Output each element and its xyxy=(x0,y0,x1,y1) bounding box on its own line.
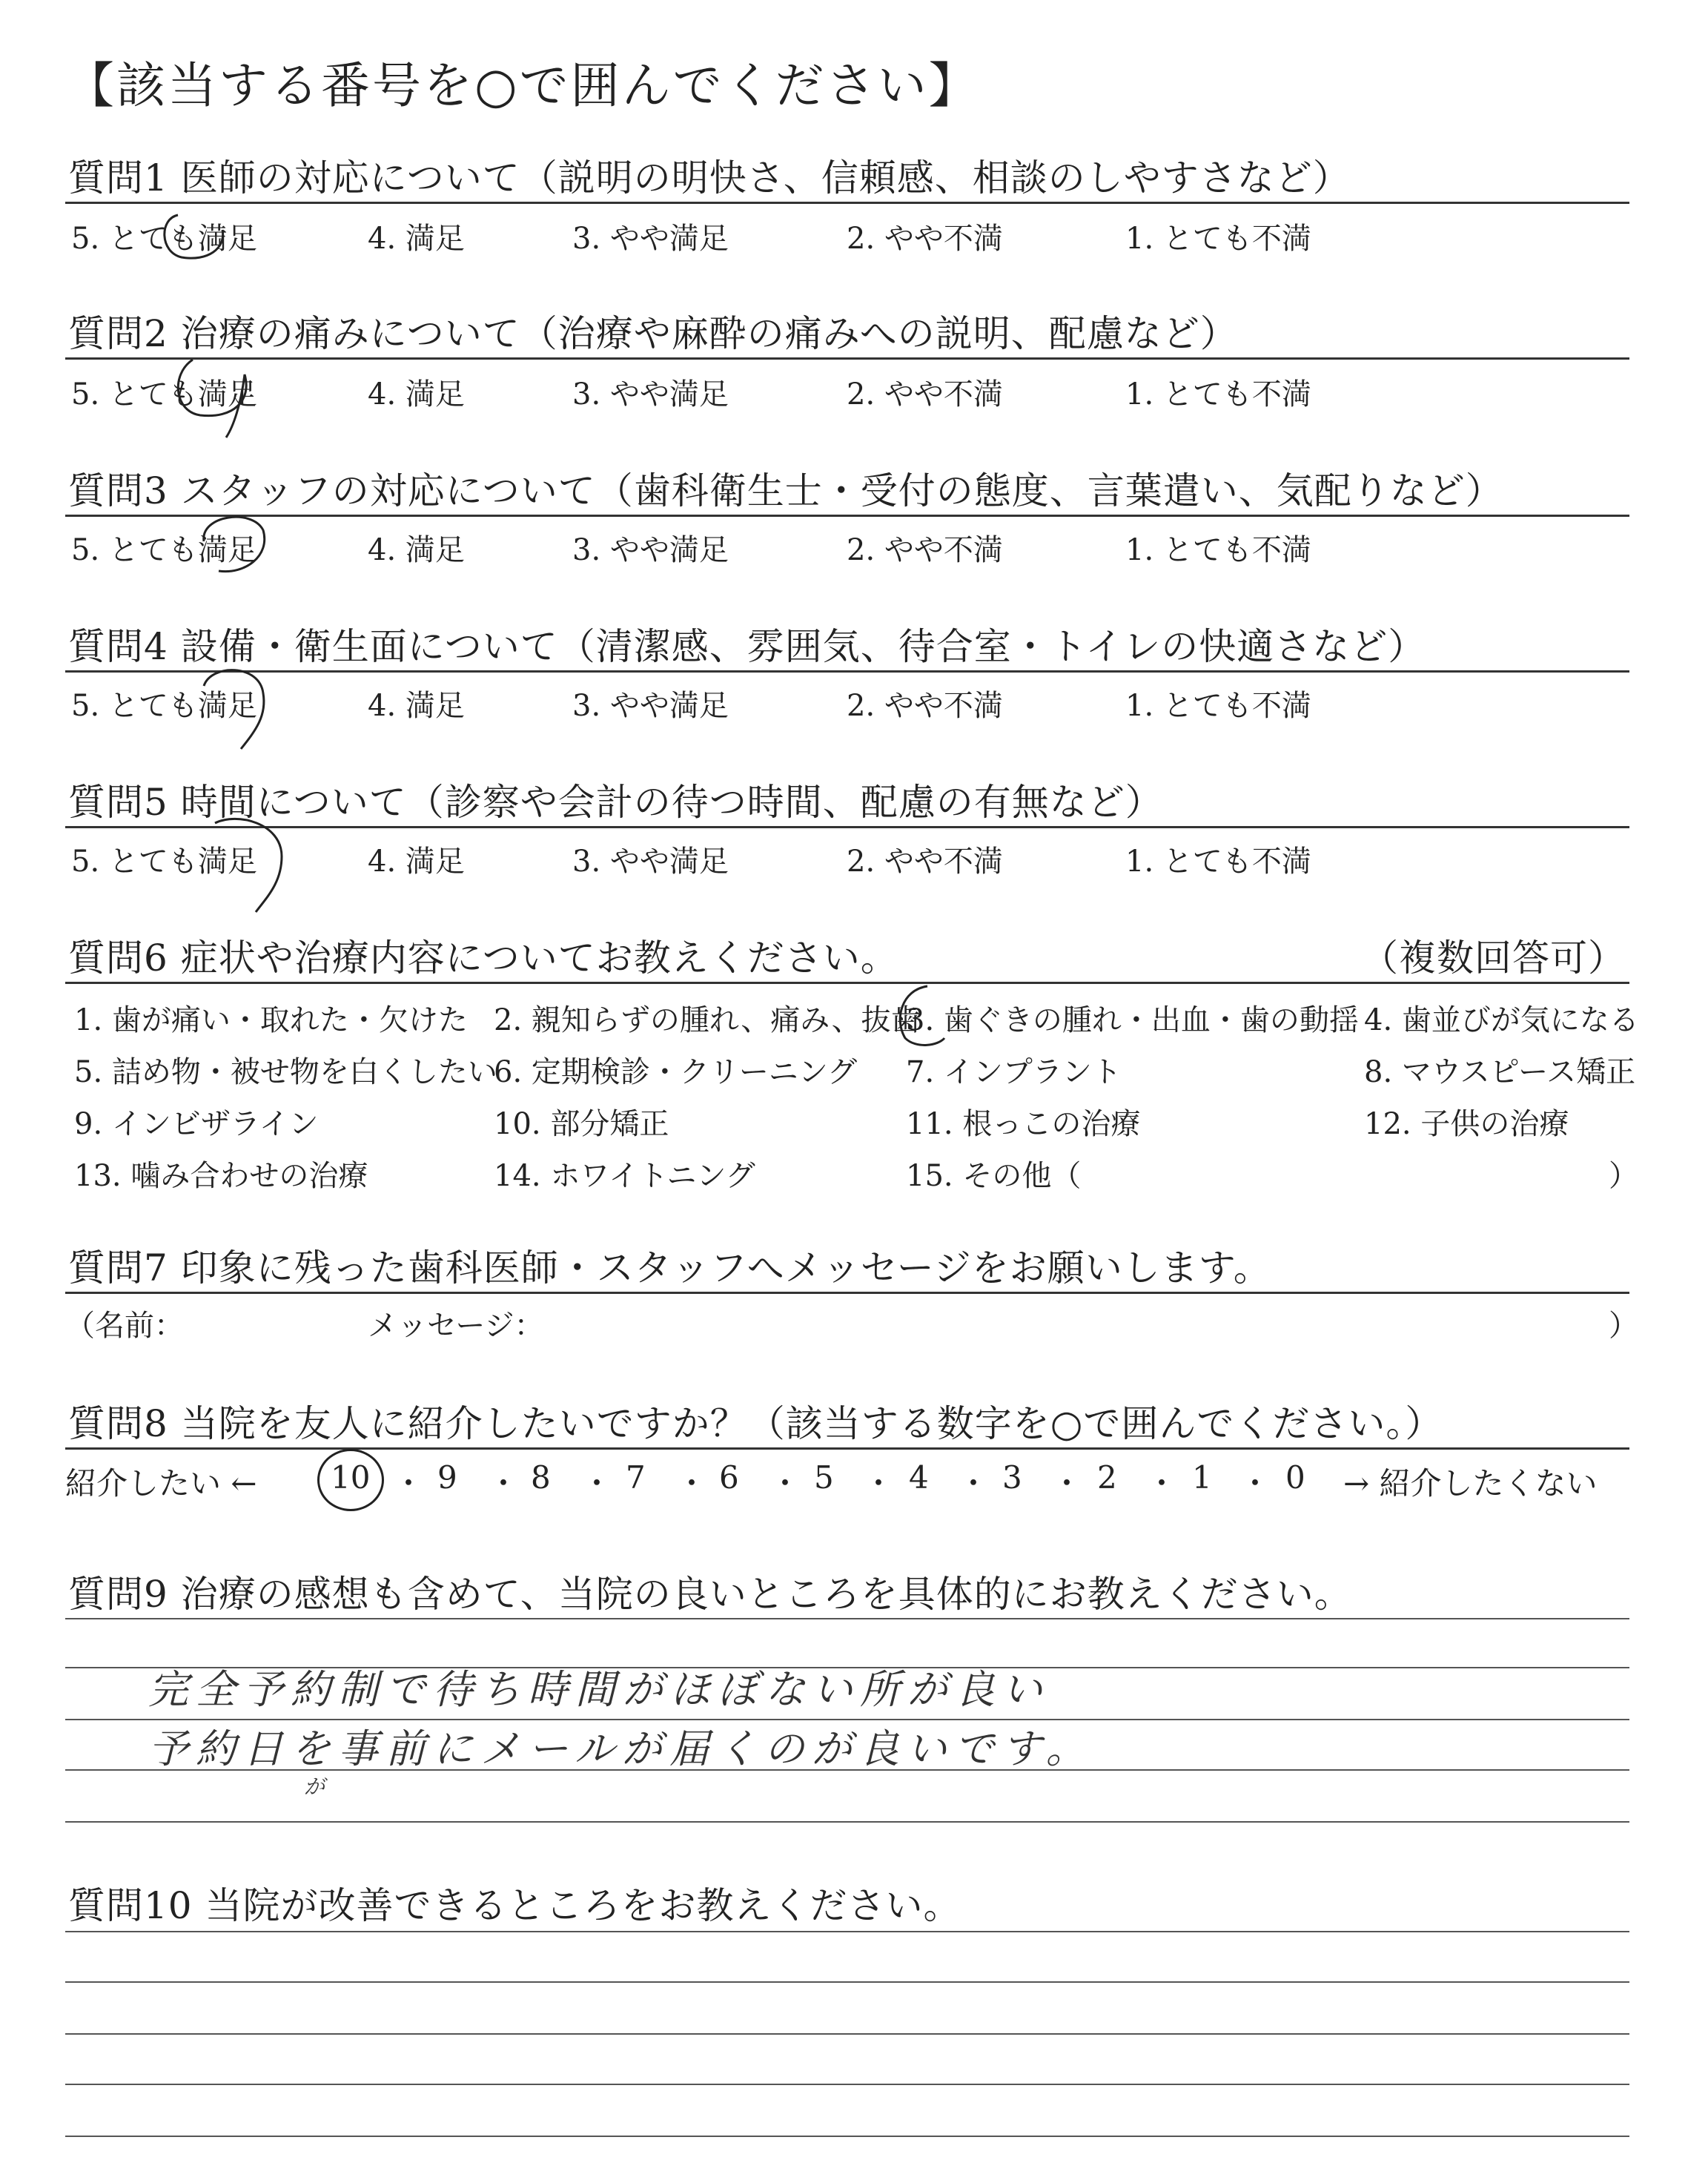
q6-option-7[interactable]: 7. インプラント xyxy=(906,1055,1122,1089)
q6-other-close-paren: ） xyxy=(1609,1159,1638,1193)
question-6-title: 質問6 症状や治療内容についてお教えください。 xyxy=(68,937,898,980)
q6-option-15[interactable]: 15. その他（ xyxy=(906,1159,1082,1193)
q8-separator: ・ xyxy=(958,1465,990,1502)
q1-option-2[interactable]: 2. やや不満 xyxy=(847,222,1003,256)
q4-option-4[interactable]: 4. 満足 xyxy=(368,689,465,723)
q8-separator: ・ xyxy=(488,1465,520,1502)
q5-answer-circle xyxy=(193,808,297,919)
q6-answer-circle xyxy=(887,979,946,1053)
question-6-note: （複数回答可） xyxy=(1361,937,1626,980)
question-10-title: 質問10 当院が改善できるところをお教えください。 xyxy=(68,1884,961,1927)
question-3-rule xyxy=(65,515,1629,517)
question-4-rule xyxy=(65,670,1629,673)
q6-option-11[interactable]: 11. 根っこの治療 xyxy=(906,1107,1141,1141)
q8-answer-circle xyxy=(317,1449,384,1511)
question-5-title: 質問5 時間について（診察や会計の待つ時間、配慮の有無など） xyxy=(68,781,1163,824)
q2-option-3[interactable]: 3. やや満足 xyxy=(572,377,729,412)
q4-answer-circle xyxy=(189,656,278,760)
q2-answer-circle xyxy=(163,345,267,441)
q8-scale-9[interactable]: 9 xyxy=(437,1459,457,1496)
q2-option-1[interactable]: 1. とても不満 xyxy=(1125,377,1311,412)
q8-scale-4[interactable]: 4 xyxy=(909,1459,929,1496)
q6-option-2[interactable]: 2. 親知らずの腫れ、痛み、抜歯 xyxy=(494,1003,921,1037)
q5-option-1[interactable]: 1. とても不満 xyxy=(1125,845,1311,879)
q8-scale-2[interactable]: 2 xyxy=(1097,1459,1117,1496)
question-2-title: 質問2 治療の痛みについて（治療や麻酔の痛みへの説明、配慮など） xyxy=(68,312,1238,355)
q6-option-10[interactable]: 10. 部分矯正 xyxy=(494,1107,669,1141)
q6-option-8[interactable]: 8. マウスピース矯正 xyxy=(1364,1055,1636,1089)
q9-handwritten-answer-line-2: 予約日を事前にメールが届くのが良いです。 xyxy=(148,1725,1093,1772)
q3-option-5[interactable]: 5. とても満足 xyxy=(71,533,257,567)
question-1-rule xyxy=(65,202,1629,204)
q3-answer-circle xyxy=(189,497,278,593)
q6-option-9[interactable]: 9. インビザライン xyxy=(74,1107,319,1141)
q8-separator: ・ xyxy=(676,1465,708,1502)
question-9-title: 質問9 治療の感想も含めて、当院の良いところを具体的にお教えください。 xyxy=(68,1573,1352,1616)
q8-scale-0[interactable]: 0 xyxy=(1285,1459,1305,1496)
q8-separator: ・ xyxy=(769,1465,801,1502)
q3-option-3[interactable]: 3. やや満足 xyxy=(572,533,729,567)
q6-option-13[interactable]: 13. 噛み合わせの治療 xyxy=(74,1159,368,1193)
question-6-rule xyxy=(65,982,1629,984)
q1-option-3[interactable]: 3. やや満足 xyxy=(572,222,729,256)
q8-scale-6[interactable]: 6 xyxy=(719,1459,739,1496)
q8-scale-8[interactable]: 8 xyxy=(531,1459,551,1496)
q8-separator: ・ xyxy=(1051,1465,1083,1502)
q8-separator: ・ xyxy=(1239,1465,1271,1502)
q4-option-3[interactable]: 3. やや満足 xyxy=(572,689,729,723)
q6-option-14[interactable]: 14. ホワイトニング xyxy=(494,1159,755,1193)
q8-separator: ・ xyxy=(393,1465,425,1502)
question-7-title: 質問7 印象に残った歯科医師・スタッフへメッセージをお願いします。 xyxy=(68,1246,1271,1289)
q6-option-1[interactable]: 1. 歯が痛い・取れた・欠けた xyxy=(74,1003,468,1037)
question-8-title: 質問8 当院を友人に紹介したいですか？（該当する数字を○で囲んでください。） xyxy=(68,1402,1443,1445)
survey-instruction: 【該当する番号を○で囲んでください】 xyxy=(65,57,980,114)
q8-separator: ・ xyxy=(863,1465,895,1502)
q1-option-1[interactable]: 1. とても不満 xyxy=(1125,222,1311,256)
question-2-rule xyxy=(65,357,1629,360)
q8-separator: ・ xyxy=(581,1465,613,1502)
q6-option-5[interactable]: 5. 詰め物・被せ物を白くしたい xyxy=(74,1055,497,1089)
q9-handwritten-answer-line-1: 完全予約制で待ち時間がほぼない所が良い xyxy=(148,1666,1050,1713)
q3-option-2[interactable]: 2. やや不満 xyxy=(847,533,1003,567)
q2-option-5[interactable]: 5. とても満足 xyxy=(71,377,257,412)
q7-name-label: （名前： xyxy=(65,1309,184,1343)
q3-option-1[interactable]: 1. とても不満 xyxy=(1125,533,1311,567)
q5-option-3[interactable]: 3. やや満足 xyxy=(572,845,729,879)
question-7-rule xyxy=(65,1292,1629,1294)
q4-option-2[interactable]: 2. やや不満 xyxy=(847,689,1003,723)
q10-line-5 xyxy=(65,2136,1629,2137)
q8-scale-10[interactable]: 10 xyxy=(331,1459,371,1496)
question-5-rule xyxy=(65,826,1629,828)
q5-option-4[interactable]: 4. 満足 xyxy=(368,845,465,879)
q4-option-1[interactable]: 1. とても不満 xyxy=(1125,689,1311,723)
q1-option-4[interactable]: 4. 満足 xyxy=(368,222,465,256)
q10-line-2 xyxy=(65,1981,1629,1983)
question-1-title: 質問1 医師の対応について（説明の明快さ、信頼感、相談のしやすさなど） xyxy=(68,156,1351,199)
q8-scale-1[interactable]: 1 xyxy=(1192,1459,1212,1496)
q5-option-5[interactable]: 5. とても満足 xyxy=(71,845,257,879)
q9-handwritten-correction: が xyxy=(304,1774,325,1799)
q4-option-5[interactable]: 5. とても満足 xyxy=(71,689,257,723)
q7-message-label: メッセージ： xyxy=(368,1309,544,1343)
q6-option-3[interactable]: 3. 歯ぐきの腫れ・出血・歯の動揺 xyxy=(906,1003,1359,1037)
question-3-title: 質問3 スタッフの対応について（歯科衛生士・受付の態度、言葉遣い、気配りなど） xyxy=(68,469,1503,512)
q9-line-1 xyxy=(65,1618,1629,1619)
q2-option-4[interactable]: 4. 満足 xyxy=(368,377,465,412)
question-8-rule xyxy=(65,1447,1629,1450)
q2-option-2[interactable]: 2. やや不満 xyxy=(847,377,1003,412)
q8-right-label: → 紹介したくない xyxy=(1343,1465,1598,1502)
q10-line-4 xyxy=(65,2084,1629,2085)
q8-scale-7[interactable]: 7 xyxy=(626,1459,646,1496)
q10-line-3 xyxy=(65,2033,1629,2035)
q9-line-5 xyxy=(65,1821,1629,1823)
q6-option-12[interactable]: 12. 子供の治療 xyxy=(1364,1107,1569,1141)
q6-option-6[interactable]: 6. 定期検診・クリーニング xyxy=(494,1055,858,1089)
q8-scale-3[interactable]: 3 xyxy=(1002,1459,1022,1496)
q1-option-5[interactable]: 5. とても満足 xyxy=(71,222,257,256)
q7-close-paren: ） xyxy=(1609,1309,1638,1343)
q8-separator: ・ xyxy=(1146,1465,1178,1502)
q8-left-label: 紹介したい ← xyxy=(65,1465,257,1502)
question-4-title: 質問4 設備・衛生面について（清潔感、雰囲気、待合室・トイレの快適さなど） xyxy=(68,625,1426,668)
q10-line-1 xyxy=(65,1931,1629,1932)
q5-option-2[interactable]: 2. やや不満 xyxy=(847,845,1003,879)
q1-answer-circle xyxy=(156,204,245,271)
q8-scale-5[interactable]: 5 xyxy=(814,1459,834,1496)
q3-option-4[interactable]: 4. 満足 xyxy=(368,533,465,567)
q6-option-4[interactable]: 4. 歯並びが気になる xyxy=(1364,1003,1639,1037)
